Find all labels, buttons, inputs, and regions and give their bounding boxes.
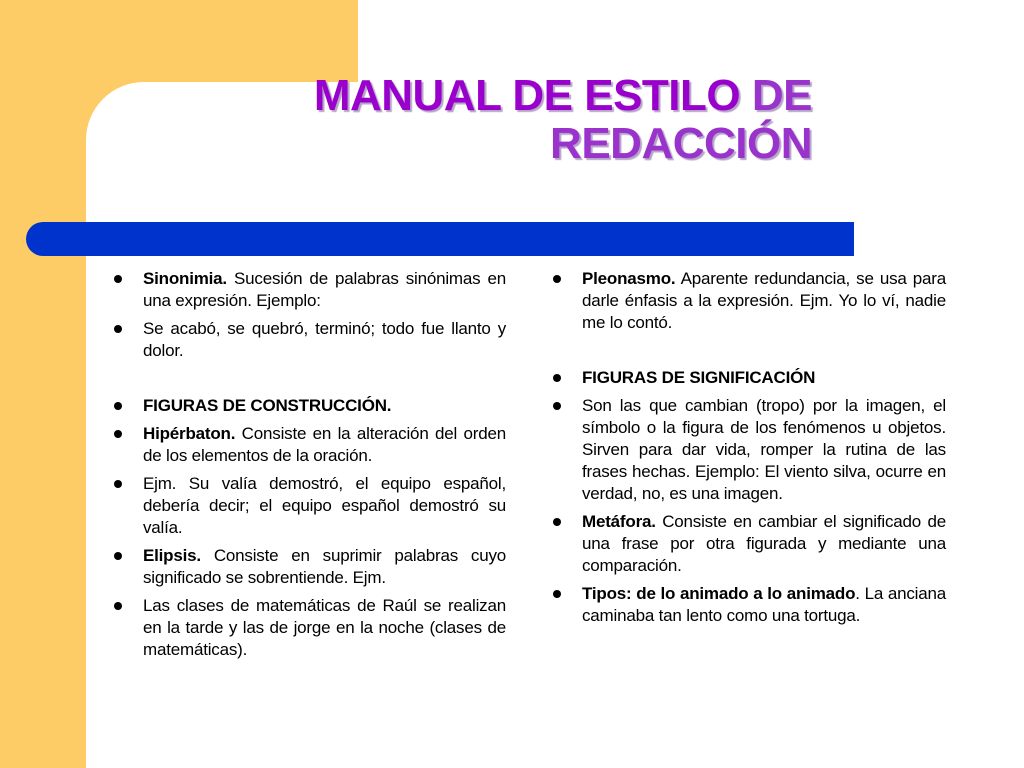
- item-text: Las clases de matemáticas de Raúl se realizan en la tarde y las de jorge en la noche (clases de matemáticas).: [143, 596, 506, 659]
- title-divider-bar: [26, 222, 854, 256]
- list-item-metafora: [553, 511, 946, 577]
- list-item-figuras-significacion: [553, 367, 946, 389]
- bullet-dot-icon: [553, 275, 561, 283]
- item-term: Metáfora.: [582, 512, 656, 531]
- list-item-hiperbaton: [114, 423, 506, 467]
- list-spacer: [114, 368, 506, 395]
- title-line1-b: DE: [751, 71, 812, 120]
- list-item-elipsis-example: [114, 595, 506, 661]
- bullet-dot-icon: [553, 402, 561, 410]
- right-column-list: [553, 268, 946, 633]
- list-item-hiperbaton-example: [114, 473, 506, 539]
- list-item-sinonimia-example: [114, 318, 506, 362]
- item-text: Sucesión de palabras sinónimas en una expresión. Ejemplo:: [143, 269, 506, 310]
- bullet-dot-icon: [114, 480, 122, 488]
- bullet-dot-icon: [553, 518, 561, 526]
- item-text: Aparente redundancia, se usa para darle énfasis a la expresión. Ejm. Yo lo ví, nadie me lo contó.: [582, 269, 946, 332]
- item-term: Hipérbaton.: [143, 424, 236, 443]
- bullet-dot-icon: [114, 602, 122, 610]
- item-term: Elipsis.: [143, 546, 201, 565]
- list-item-sinonimia: [114, 268, 506, 312]
- title-line1-a: MANUAL DE ESTILO: [313, 71, 741, 120]
- item-term: Tipos: de lo animado a lo animado: [582, 584, 856, 603]
- list-item-tropo: [553, 395, 946, 505]
- list-item-figuras-construccion: [114, 395, 506, 417]
- item-text: Consiste en la alteración del orden de los elementos de la oración.: [143, 424, 506, 465]
- list-spacer: [553, 340, 946, 367]
- list-item-tipos: [553, 583, 946, 627]
- bullet-dot-icon: [114, 402, 122, 410]
- item-term: Pleonasmo.: [582, 269, 676, 288]
- item-text: Ejm. Su valía demostró, el equipo español, debería decir; el equipo español demostró su valía.: [143, 474, 506, 537]
- list-item-pleonasmo: [553, 268, 946, 334]
- page-title: [172, 72, 812, 168]
- item-text: Consiste en suprimir palabras cuyo significado se sobrentiende. Ejm.: [143, 546, 506, 587]
- left-column-list: [114, 268, 506, 667]
- item-term: FIGURAS DE SIGNIFICACIÓN: [582, 368, 816, 387]
- bullet-dot-icon: [114, 325, 122, 333]
- item-text: . La anciana caminaba tan lento como una tortuga.: [582, 584, 947, 625]
- bullet-dot-icon: [114, 275, 122, 283]
- bullet-dot-icon: [114, 430, 122, 438]
- bullet-dot-icon: [553, 374, 561, 382]
- list-item-elipsis: [114, 545, 506, 589]
- bullet-dot-icon: [114, 552, 122, 560]
- item-text: Se acabó, se quebró, terminó; todo fue llanto y dolor.: [143, 319, 506, 360]
- item-term: FIGURAS DE CONSTRUCCIÓN.: [143, 396, 392, 415]
- item-text: Consiste en cambiar el significado de una frase por otra figurada y mediante una comparación.: [582, 512, 946, 575]
- title-line2: REDACCIÓN: [550, 119, 812, 168]
- item-term: Sinonimia.: [143, 269, 227, 288]
- bullet-dot-icon: [553, 590, 561, 598]
- item-text: Son las que cambian (tropo) por la imagen, el símbolo o la figura de los fenómenos u objetos. Sirven para dar vida, romper la rutina de las frases hechas. Ejemplo: El viento silva, ocurre en verdad, no, es una imagen.: [582, 396, 946, 503]
